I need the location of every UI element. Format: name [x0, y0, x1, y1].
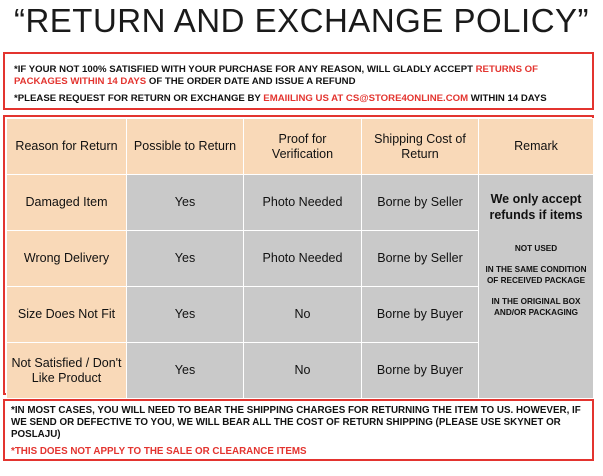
header-shipping: Shipping Cost of Return [362, 119, 479, 175]
policy-table [6, 118, 594, 399]
cell-reason: Not Satisfied / Don't Like Product [7, 343, 127, 399]
remark-item: NOT USED [514, 244, 558, 253]
notice-email-highlight: EMAIILING US AT CS@STORE4ONLINE.COM [263, 93, 469, 104]
remark-main: We only accept refunds if items [489, 192, 583, 222]
cell-shipping: Borne by Buyer [362, 343, 479, 399]
remark-item: IN THE SAME CONDITION OF RECEIVED PACKAGE [485, 265, 587, 285]
cell-possible: Yes [127, 343, 244, 399]
cell-shipping: Borne by Buyer [362, 287, 479, 343]
remark-item: IN THE ORIGINAL BOX AND/OR PACKAGING [491, 297, 581, 317]
policy-table-frame [3, 115, 594, 395]
notice-text: OF THE ORDER DATE AND ISSUE A REFUND [146, 76, 356, 87]
cell-possible: Yes [127, 231, 244, 287]
cell-shipping: Borne by Seller [362, 175, 479, 231]
notice-highlight: RETURNS OF PACKAGES WITHIN 14 DAYS [14, 64, 538, 87]
notice-text: *IF YOUR NOT 100% SATISFIED WITH YOUR PURCHASE FOR ANY REASON, WILL GLADLY ACCEPT [14, 64, 476, 75]
cell-reason: Wrong Delivery [7, 231, 127, 287]
shipping-footnote [3, 399, 594, 461]
notice-text: WITHIN 14 DAYS [468, 93, 547, 104]
header-proof: Proof for Verification [244, 119, 362, 175]
notice-line-refund [14, 64, 584, 88]
notice-text: *PLEASE REQUEST FOR RETURN OR EXCHANGE BY [14, 93, 264, 104]
cell-proof: No [244, 287, 362, 343]
header-remark: Remark [479, 119, 594, 175]
header-possible: Possible to Return [127, 119, 244, 175]
cell-possible: Yes [127, 287, 244, 343]
cell-reason: Damaged Item [7, 175, 127, 231]
cell-proof: No [244, 343, 362, 399]
table-header-row [7, 119, 594, 175]
cell-possible: Yes [127, 175, 244, 231]
policy-notice [3, 52, 594, 110]
footnote-sale-exclusion: *THIS DOES NOT APPLY TO THE SALE OR CLEARANCE ITEMS [11, 446, 307, 457]
page-title: “RETURN AND EXCHANGE POLICY” [13, 2, 590, 39]
notice-line-request [14, 93, 584, 105]
table-row [7, 175, 594, 231]
header-reason: Reason for Return [7, 119, 127, 175]
cell-reason: Size Does Not Fit [7, 287, 127, 343]
cell-proof: Photo Needed [244, 231, 362, 287]
cell-shipping: Borne by Seller [362, 231, 479, 287]
footnote-shipping: *IN MOST CASES, YOU WILL NEED TO BEAR THE SHIPPING CHARGES FOR RETURNING THE ITEM TO US. HOWEVER, IF WE SEND OR DEFECTIVE TO YOU, WE WILL BEAR ALL THE COST OF RETURN SHIPPING (PLEASE USE SKYNET OR POSLAJU) [11, 405, 581, 440]
cell-remark [479, 175, 594, 399]
cell-proof: Photo Needed [244, 175, 362, 231]
